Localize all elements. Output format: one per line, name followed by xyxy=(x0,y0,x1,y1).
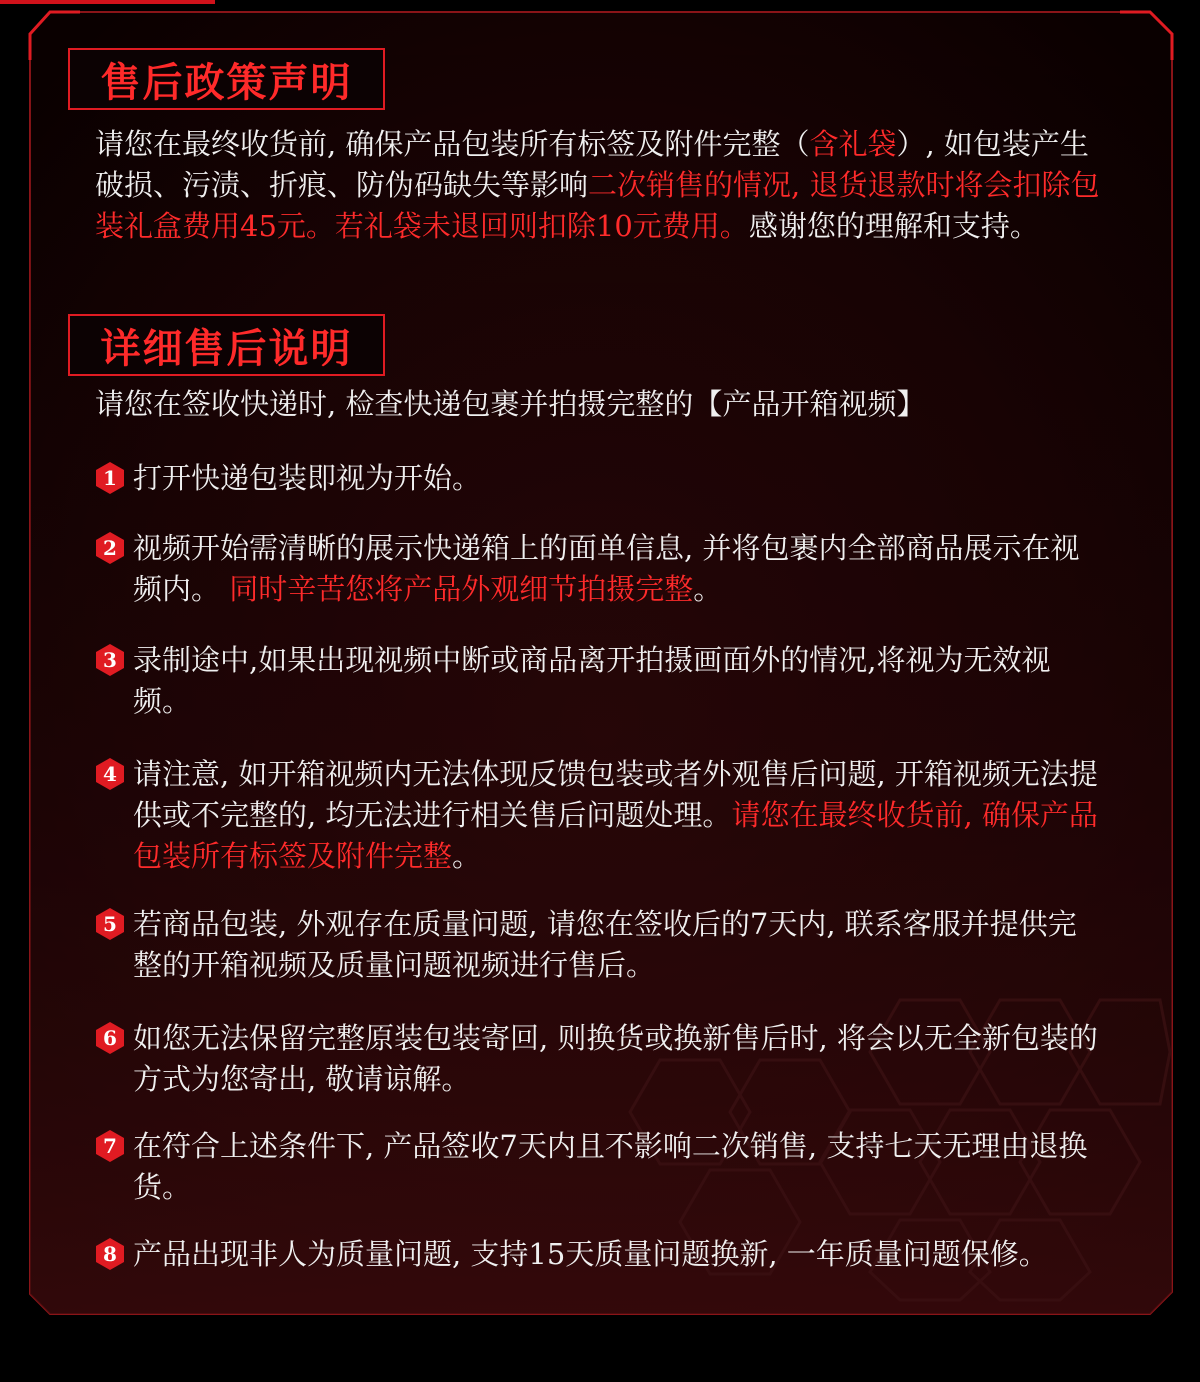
policy-highlight-2: 二次销售的情况, 退货退款时将会扣除包装礼盒费用45元。若礼袋未退回则扣除10元费用。 xyxy=(95,168,1100,243)
policy-text-3: 感谢您的理解和支持。 xyxy=(748,209,1039,243)
policy-highlight-1: 含礼袋 xyxy=(809,127,897,161)
list-item-4: 4 请注意, 如开箱视频内无法体现反馈包装或者外观售后问题, 开箱视频无法提供或不完整的, 均无法进行相关售后问题处理。请您在最终收货前, 确保产品包装所有标签及附件完整。 xyxy=(93,754,1103,877)
number-badge-icon: 2 xyxy=(93,531,127,565)
number-badge-icon: 4 xyxy=(93,757,127,791)
number-badge-icon: 1 xyxy=(93,461,127,495)
list-item-3: 3 录制途中,如果出现视频中断或商品离开拍摄画面外的情况,将视为无效视频。 xyxy=(93,640,1103,722)
policy-text-2: ）, 如包装产生破损、污渍、折痕、防伪码缺失等影响 xyxy=(95,127,1089,202)
list-item-8: 8 产品出现非人为质量问题, 支持15天质量问题换新, 一年质量问题保修。 xyxy=(93,1234,1103,1275)
list-item-6: 6 如您无法保留完整原装包装寄回, 则换货或换新售后时, 将会以无全新包装的方式为您寄出, 敬请谅解。 xyxy=(93,1018,1103,1100)
details-intro: 请您在签收快递时, 检查快递包裹并拍摄完整的【产品开箱视频】 xyxy=(95,387,926,421)
details-heading: 详细售后说明 xyxy=(68,314,385,376)
list-item-7: 7 在符合上述条件下, 产品签收7天内且不影响二次销售, 支持七天无理由退换货。 xyxy=(93,1126,1103,1208)
number-badge-icon: 7 xyxy=(93,1129,127,1163)
policy-text-1: 请您在最终收货前, 确保产品包装所有标签及附件完整（ xyxy=(95,127,810,161)
policy-paragraph xyxy=(95,124,1100,247)
number-badge-icon: 8 xyxy=(93,1237,127,1271)
number-badge-icon: 5 xyxy=(93,907,127,941)
policy-heading: 售后政策声明 xyxy=(68,48,385,110)
list-item-2: 2 视频开始需清晰的展示快递箱上的面单信息, 并将包裹内全部商品展示在视频内。 同时辛苦您将产品外观细节拍摄完整。 xyxy=(93,528,1103,610)
number-badge-icon: 3 xyxy=(93,643,127,677)
list-item-5: 5 若商品包装, 外观存在质量问题, 请您在签收后的7天内, 联系客服并提供完整的开箱视频及质量问题视频进行售后。 xyxy=(93,904,1103,986)
number-badge-icon: 6 xyxy=(93,1021,127,1055)
top-accent-bar xyxy=(0,0,215,4)
list-item-1: 1 打开快递包装即视为开始。 xyxy=(93,458,1103,499)
